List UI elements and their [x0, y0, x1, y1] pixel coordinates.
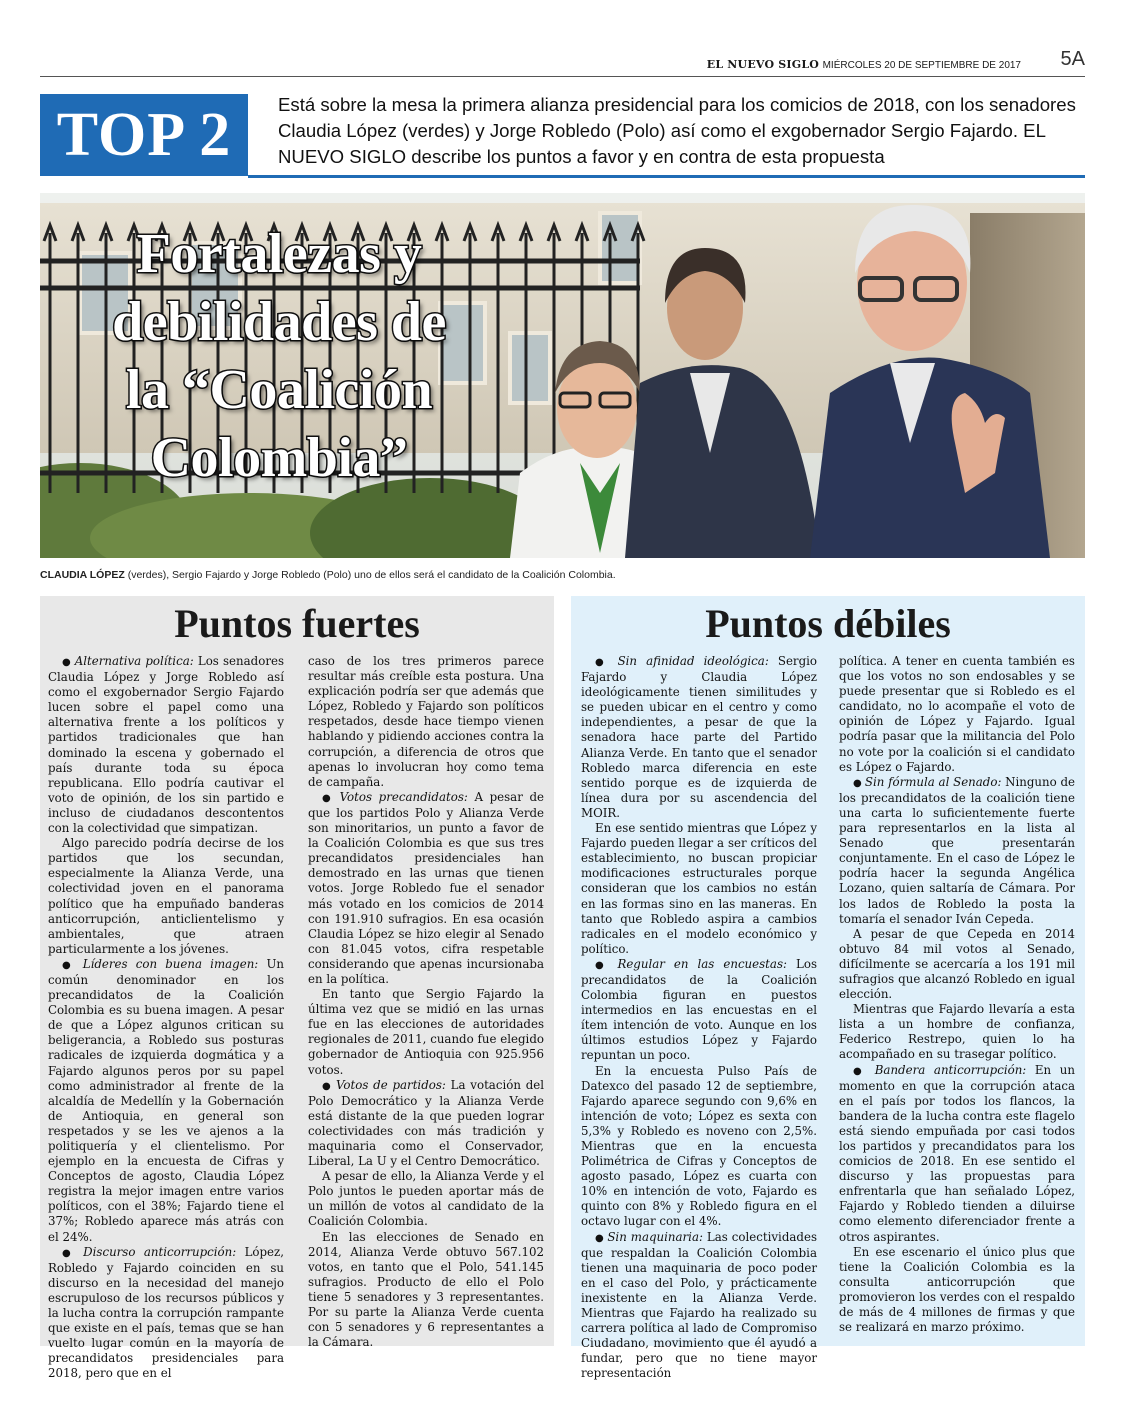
- article-paragraph: [839, 1063, 1075, 1245]
- article-paragraph: [581, 654, 817, 821]
- article-paragraph: [839, 775, 1075, 927]
- fuertes-column-2: [308, 654, 544, 1350]
- banner-rule: [248, 175, 1085, 178]
- paragraph-text: López, Robledo y Fajardo coinciden en su discurso en la necesidad del manejo escrupuloso de los recursos públicos y la lucha contra la corrupción rampante que existe en el país, temas que se han vuelto lugar común en la mayoría de precandidatos presidenciales para 2018, pero que en el: [48, 1244, 285, 1381]
- article-paragraph: [308, 1078, 544, 1170]
- article-paragraph: [581, 1230, 817, 1382]
- article-paragraph: [308, 1230, 544, 1351]
- bullet-icon: ●: [62, 1247, 84, 1259]
- bullet-icon: ●: [595, 959, 618, 971]
- headline-line: Colombia”: [150, 427, 408, 489]
- paragraph-text: Un común denominador en los precandidatos de la Coalición Colombia es su buena imagen. A pesar de que a López algunos critican su beligerancia, a Robledo sus posturas radicales de izquierda dogmática y a Fajardo algunos peros por su papel como administrador al frente de la alcaldía de Medellín y la Gobernación de Antioquia, en general son respetados y se les ve ajenos a la politiquería y el clientelismo. Por ejemplo en la encuesta de Cifras y Conceptos de agosto, Claudia López registra la mejor imagen entre varios políticos, con el 38%; Fajardo tiene el 37%; Robledo aparece más atrás con el 24%.: [48, 956, 284, 1244]
- bullet-icon: ●: [322, 792, 340, 804]
- paragraph-lead: Regular en las encuestas:: [617, 956, 787, 971]
- article-paragraph: [48, 836, 284, 957]
- paragraph-text: A pesar de que los partidos Polo y Alianza Verde son minoritarios, un punto a favor de la Coalición Colombia es que sus tres precandidatos presidenciales han demostrado en las urnas que tienen votos. Jorge Robledo fue el senador más votado en los comicios de 2014 con 191.910 sufragios. En esa ocasión Claudia López se hizo elegir al Senado con 81.045 votos, cifra respetable considerando que apenas incursionaba en la política.: [308, 789, 544, 986]
- paragraph-text: En la encuesta Pulso País de Datexco del pasado 12 de septiembre, Fajardo aparece segundo con 9,6% en intención de voto; López es sexta con 5,3% y Robledo es noveno con 2,5%. Mientras que en la encuesta Polimétrica de Cifras y Conceptos de agosto pasado, López es cuarta con 10% en intención de voto, Fajardo es quinto con 8% y Robledo figura en el octavo lugar con el 4%.: [581, 1063, 817, 1229]
- debiles-column-2: [839, 654, 1075, 1335]
- bullet-icon: ●: [853, 1065, 875, 1077]
- bullet-icon: ●: [853, 777, 865, 789]
- paragraph-text: Los senadores Claudia López y Jorge Robledo así como el exgobernador Sergio Fajardo lucen sobre el papel como una alternativa frente a los políticos y partidos tradicionales que han dominado la escena y gobernado el país durante toda su época republicana. Ello podría cautivar el voto de opinión, de los sin partido e incluso de ciudadanos descontentos con la colectividad que simpatizan.: [48, 654, 284, 836]
- article-paragraph: [839, 654, 1075, 775]
- newspaper-name: EL NUEVO SIGLO: [706, 58, 820, 71]
- bullet-icon: ●: [322, 1080, 336, 1092]
- paragraph-text: Algo parecido podría decirse de los partidos que los secundan, especialmente la Alianza Verde, una colectividad joven en el panorama político que ha empuñado banderas anticorrupción, anticlientelismo y ambientales, que atraen particularmente a los jóvenes.: [48, 836, 284, 956]
- paragraph-text: caso de los tres primeros parece resultar más creíble esta postura. Una explicación podría ser que además que López, Robledo y Fajardo son políticos respetados, desde hace tiempo vienen hablando y pidiendo acciones contra la corrupción, a diferencia de otros que apenas lo involucran hoy como tema de campaña.: [308, 654, 544, 789]
- paragraph-text: Las colectividades que respaldan la Coalición Colombia tienen una maquinaria de poco poder en el caso del Polo, y prácticamente inexistente en la Alianza Verde. Mientras que Fajardo ha realizado su carrera política al lado de Compromiso Ciudadano, movimiento que él ayudó a fundar, pero que no tiene mayor representación: [581, 1229, 817, 1381]
- paragraph-lead: Discurso anticorrupción:: [83, 1244, 237, 1259]
- bullet-icon: ●: [62, 657, 75, 668]
- debiles-column-1: [581, 654, 817, 1382]
- issue-date: MIÉRCOLES 20 DE SEPTIEMBRE DE 2017: [822, 60, 1021, 71]
- masthead: [707, 58, 1021, 71]
- article-paragraph: [581, 821, 817, 957]
- article-paragraph: [308, 790, 544, 987]
- caption-text: (verdes), Sergio Fajardo y Jorge Robledo (Polo) uno de ellos será el candidato de la Coalición Colombia.: [124, 569, 616, 581]
- section-title-debiles: Puntos débiles: [705, 601, 951, 646]
- paragraph-text: La votación del Polo Democrático y la Alianza Verde está distante de la que pueden lograr colectividades con más tradición y maquinaria como el Conservador, Liberal, La U y el Centro Democrático.: [308, 1077, 545, 1169]
- headline-line: debilidades de: [112, 291, 446, 353]
- article-paragraph: [581, 1064, 817, 1230]
- headline-line: Fortalezas y: [136, 223, 422, 285]
- bullet-icon: ●: [595, 1232, 608, 1244]
- paragraph-lead: Alternativa política:: [74, 654, 194, 668]
- article-paragraph: [308, 1169, 544, 1229]
- article-paragraph: [581, 957, 817, 1064]
- puntos-fuertes-box: [40, 596, 554, 1381]
- paragraph-text: política. A tener en cuenta también es que los votos no son endosables y se puede presentar que si Robledo es el candidato, no lo acompañe el voto de opinión de López y Fajardo. Igual podría pasar que la militancia del Polo no vote por la coalición si el candidato es López o Fajardo.: [839, 654, 1075, 774]
- bullet-icon: ●: [62, 959, 83, 971]
- paragraph-text: En un momento en que la corrupción ataca en el país por todos los flancos, la bandera de la lucha contra este flagelo está siendo empuñada por casi todos los partidos y precandidatos para los comicios de 2018. En ese sentido el discurso y las propuestas para enfrentarla que han señalado López, Fajardo y Robledo tienden a diluirse como elemento diferenciador frente a otros aspirantes.: [839, 1062, 1076, 1244]
- article-paragraph: [308, 987, 544, 1078]
- paragraph-text: En las elecciones de Senado en 2014, Alianza Verde obtuvo 567.102 votos, en tanto que el Polo, 541.145 sufragios. Producto de ello el Polo tiene 5 senadores y 3 representantes. Por su parte la Alianza Verde cuenta con 5 senadores y 6 representantes a la Cámara.: [308, 1229, 544, 1350]
- paragraph-text: Sergio Fajardo y Claudia López ideológicamente tienen similitudes y se pueden ubicar en el centro y como independientes, a pesar de que la senadora hace parte del Partido Alianza Verde. En tanto que el senador Robledo marca diferencia en este sentido porque es de izquierda de línea dura por su ascendencia del MOIR.: [581, 654, 817, 820]
- article-paragraph: [308, 654, 544, 790]
- article-paragraph: [839, 1002, 1075, 1062]
- top2-badge: TOP 2: [40, 94, 248, 176]
- paragraph-text: Ninguno de los precandidatos de la coalición tiene una carta lo suficientemente fuerte para representarlos en la lista al Senado que presentarán conjuntamente. En el caso de López le podría hacer la segunda Angélica Lozano, quien saltaría de Cámara. Por los lados de Robledo la posta la tomaría el senador Iván Cepeda.: [839, 774, 1076, 926]
- paragraph-text: En ese escenario el único plus que tiene la Coalición Colombia es la consulta anticorrupción que promovieron los verdes con el respaldo de más de 4 millones de firmas y que se realizará en marzo próximo.: [839, 1244, 1075, 1335]
- page-number: 5A: [1060, 48, 1085, 70]
- paragraph-text: A pesar de ello, la Alianza Verde y el Polo juntos le pueden aportar más de un millón de votos al candidato de la Coalición Colombia.: [308, 1169, 544, 1229]
- page-header: [40, 44, 1085, 77]
- paragraph-lead: Sin afinidad ideológica:: [617, 654, 769, 668]
- article-paragraph: [48, 1245, 284, 1382]
- article-paragraph: [839, 927, 1075, 1002]
- paragraph-lead: Bandera anticorrupción:: [874, 1062, 1027, 1077]
- paragraph-lead: Sin maquinaria:: [607, 1229, 703, 1244]
- intro-text: Está sobre la mesa la primera alianza presidencial para los comicios de 2018, con los senadores Claudia López (verdes) y Jorge Robledo (Polo) así como el exgobernador Sergio Fajardo. EL NUEVO SIGLO describe los puntos a favor y en contra de esta propuesta: [278, 94, 1076, 167]
- paragraph-text: Mientras que Fajardo llevaría a esta lista a un hombre de confianza, Federico Restrepo, quien lo ha acompañado en su trasegar político.: [839, 1002, 1075, 1062]
- photo-caption: [40, 569, 1085, 581]
- fuertes-column-1: [48, 654, 284, 1382]
- headline: [84, 220, 474, 492]
- paragraph-text: A pesar de que Cepeda en 2014 obtuvo 84 mil votos al Senado, difícilmente se acercaría a los 191 mil sufragios que alcanzó Robledo en igual elección.: [839, 926, 1075, 1002]
- paragraph-text: En tanto que Sergio Fajardo la última vez que se midió en las urnas fue en las elecciones de autoridades regionales de 2011, cuando fue elegido gobernador de Antioquia con 925.956 votos.: [308, 987, 544, 1077]
- paragraph-lead: Líderes con buena imagen:: [82, 956, 259, 971]
- article-paragraph: [839, 1245, 1075, 1336]
- paragraph-text: En ese sentido mientras que López y Fajardo pueden llegar a ser críticos del establecimiento, no buscan propiciar modificaciones estructurales porque consideran que los cambios no están en las formas sino en las maneras. En tanto que Robledo aspira a cambios radicales en el modelo económico y político.: [581, 821, 817, 956]
- paragraph-lead: Votos precandidatos:: [339, 789, 468, 804]
- paragraph-text: Los precandidatos de la Coalición Colombia figuran en puestos intermedios en las encuestas en el ítem intención de voto. Aunque en los últimos estudios López y Fajardo repuntan un poco.: [581, 956, 818, 1063]
- puntos-debiles-box: [571, 596, 1085, 1381]
- caption-name: CLAUDIA LÓPEZ: [40, 569, 125, 581]
- headline-line: la “Coalición: [125, 359, 433, 421]
- article-paragraph: [48, 654, 284, 836]
- bullet-icon: ●: [595, 657, 618, 668]
- section-title-fuertes: Puntos fuertes: [174, 601, 420, 646]
- paragraph-lead: Sin fórmula al Senado:: [864, 774, 1002, 789]
- paragraph-lead: Votos de partidos:: [335, 1077, 446, 1092]
- article-paragraph: [48, 957, 284, 1245]
